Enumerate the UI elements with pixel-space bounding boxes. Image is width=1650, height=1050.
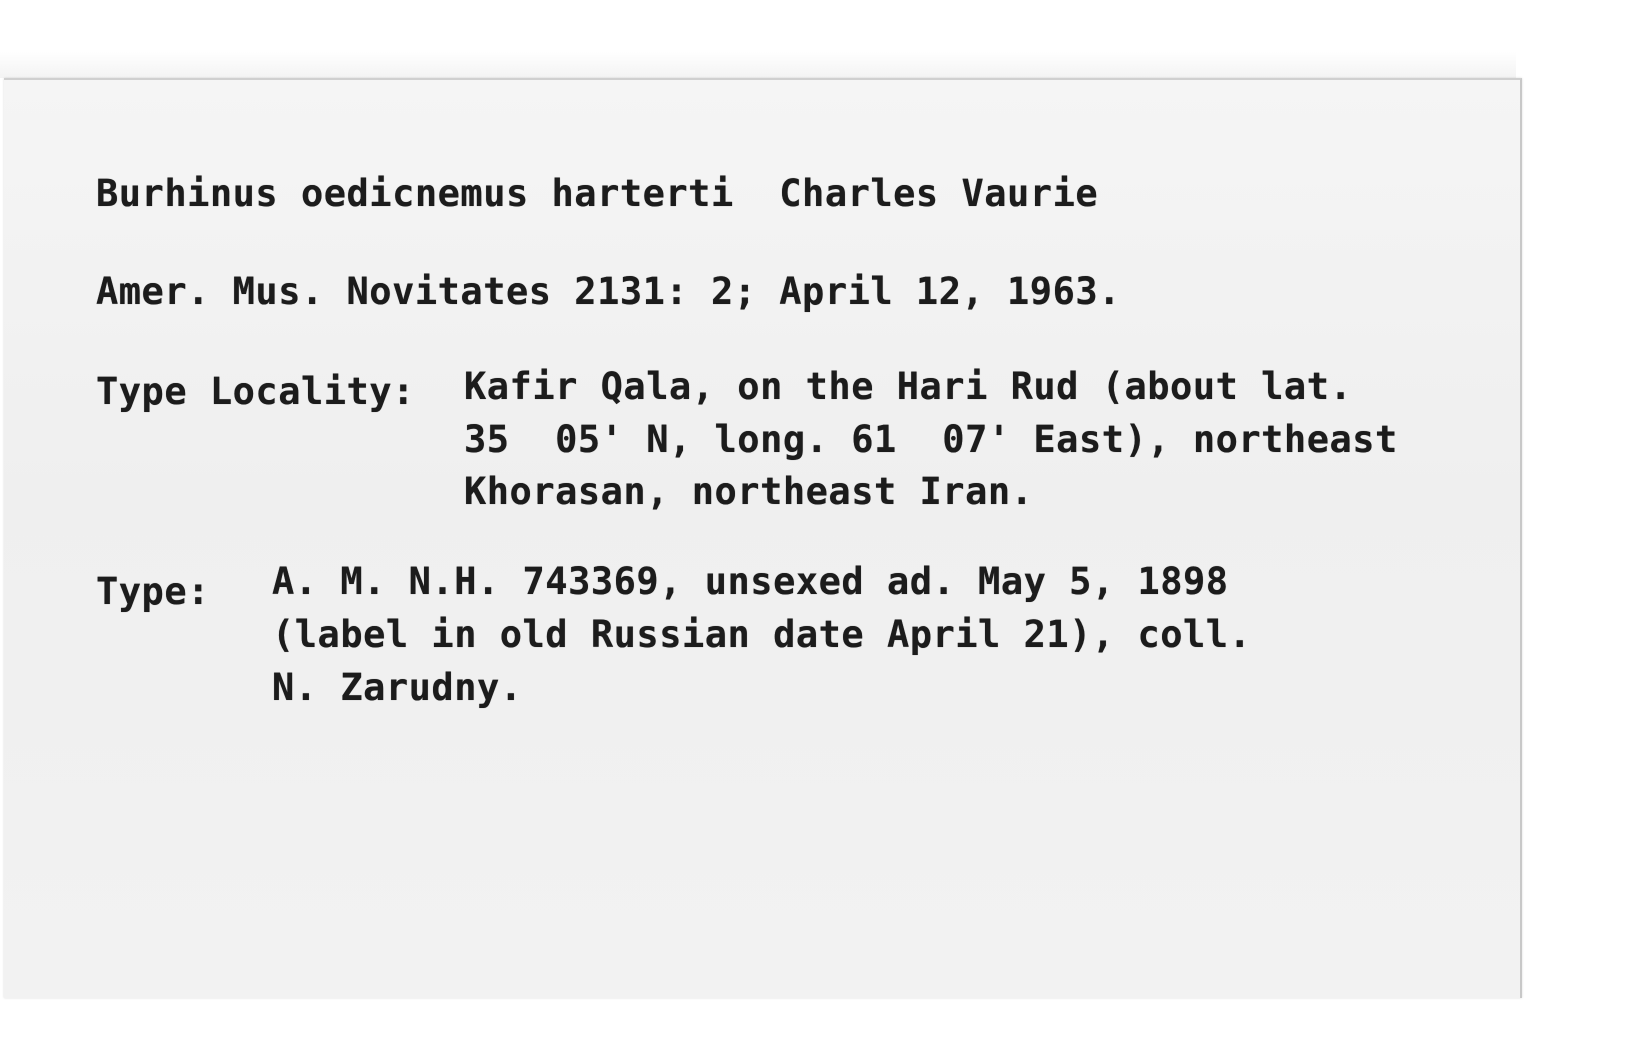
type-locality-label: Type Locality: xyxy=(96,370,415,413)
card-top-edge xyxy=(0,52,1516,78)
type-locality-line-2: 35 05' N, long. 61 07' East), northeast xyxy=(464,418,1398,461)
type-locality-line-1: Kafir Qala, on the Hari Rud (about lat. xyxy=(464,365,1353,408)
type-line-3: N. Zarudny. xyxy=(272,666,523,709)
index-card xyxy=(4,78,1522,998)
type-label: Type: xyxy=(96,570,210,613)
species-title: Burhinus oedicnemus harterti Charles Vaurie xyxy=(96,172,1099,215)
type-locality-line-3: Khorasan, northeast Iran. xyxy=(464,470,1034,513)
type-line-1: A. M. N.H. 743369, unsexed ad. May 5, 1898 xyxy=(272,560,1229,603)
publication-citation: Amer. Mus. Novitates 2131: 2; April 12, 1963. xyxy=(96,270,1121,313)
type-line-2: (label in old Russian date April 21), coll. xyxy=(272,613,1252,656)
